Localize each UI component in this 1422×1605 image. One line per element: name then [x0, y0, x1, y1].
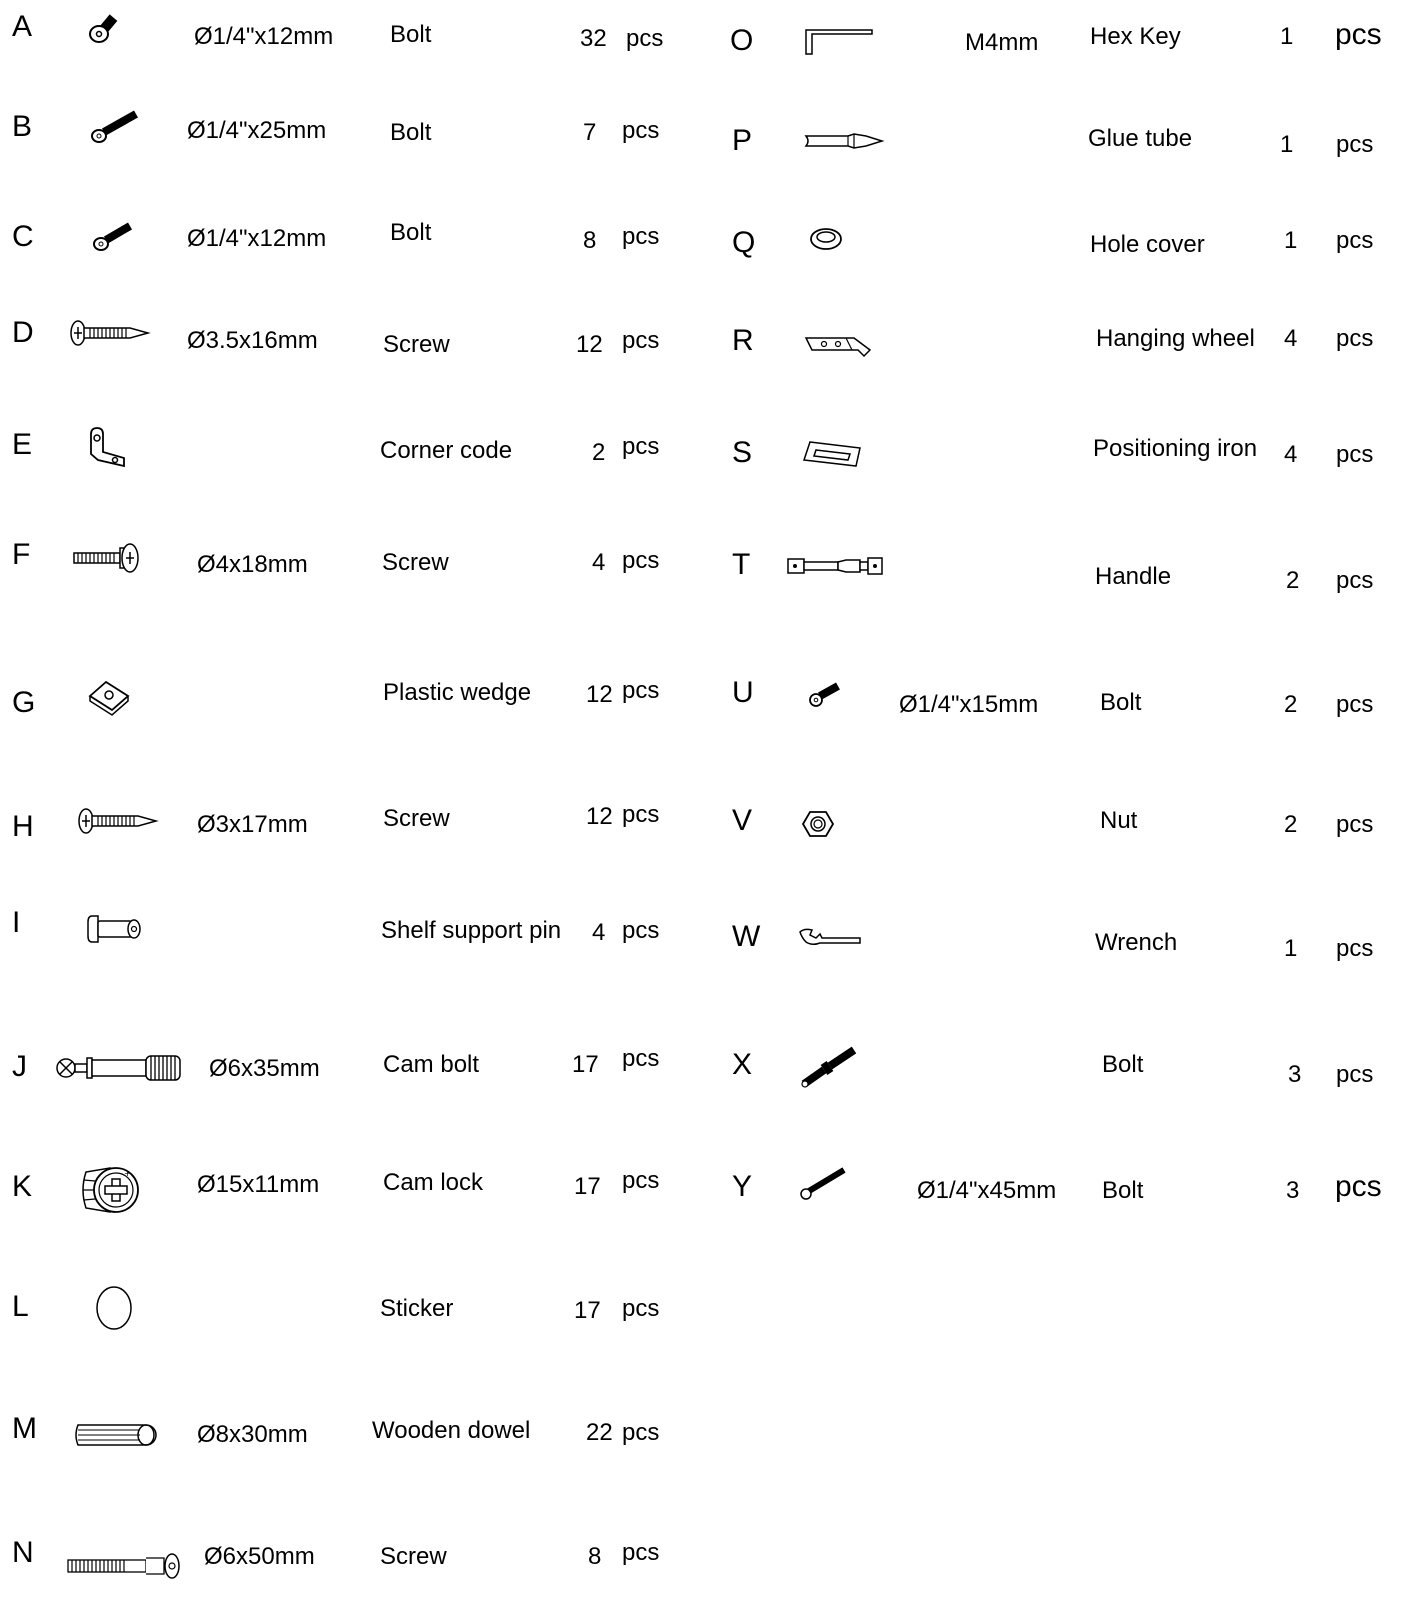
part-unit: pcs — [1336, 441, 1374, 468]
bolt-icon — [92, 218, 138, 259]
part-unit: pcs — [622, 223, 660, 250]
bolt-long-icon — [800, 1166, 850, 1207]
part-name: Bolt — [1102, 1051, 1144, 1078]
part-letter: H — [12, 810, 34, 843]
part-name: Bolt — [390, 21, 432, 48]
hole-cover-icon — [808, 226, 844, 257]
plastic-wedge-icon — [86, 676, 132, 721]
part-size: Ø1/4"x25mm — [187, 117, 327, 144]
part-name: Hanging wheel — [1096, 325, 1255, 352]
part-unit: pcs — [622, 327, 660, 354]
part-size: Ø8x30mm — [197, 1421, 308, 1448]
svg-text:+: + — [124, 1169, 131, 1178]
long-screw-icon — [66, 1550, 186, 1585]
part-unit: pcs — [1336, 567, 1374, 594]
cam-bolt-icon — [54, 1048, 184, 1093]
wrench-icon — [798, 926, 864, 955]
part-name: Handle — [1095, 563, 1172, 590]
part-qty: 22 — [586, 1419, 613, 1446]
corner-bracket-icon — [86, 426, 132, 477]
part-unit: pcs — [622, 1295, 660, 1322]
part-qty: 2 — [592, 439, 606, 466]
part-qty: 4 — [1284, 325, 1298, 352]
part-unit: pcs — [622, 547, 660, 574]
wood-screw-icon — [76, 806, 160, 841]
part-name: Screw — [383, 331, 450, 358]
part-name: Shelf support pin — [381, 917, 562, 944]
part-letter: V — [732, 804, 753, 837]
part-unit: pcs — [622, 1539, 660, 1566]
part-letter: U — [732, 676, 754, 709]
part-unit: pcs — [1335, 1170, 1382, 1203]
part-unit: pcs — [1336, 1061, 1374, 1088]
part-unit: pcs — [1336, 227, 1374, 254]
part-qty: 1 — [1280, 23, 1294, 50]
part-letter: C — [12, 220, 34, 253]
part-name: Hole cover — [1090, 231, 1205, 258]
part-unit: pcs — [1336, 131, 1374, 158]
part-unit: pcs — [1336, 325, 1374, 352]
part-letter: O — [730, 24, 754, 57]
part-unit: pcs — [622, 801, 660, 828]
glue-tube-icon — [804, 130, 884, 159]
part-size: Ø1/4"x12mm — [187, 225, 327, 252]
part-unit: pcs — [1336, 811, 1374, 838]
part-qty: 12 — [586, 803, 613, 830]
part-letter: D — [12, 316, 34, 349]
part-qty: 1 — [1284, 227, 1298, 254]
part-letter: Y — [732, 1170, 753, 1203]
hex-key-icon — [804, 26, 878, 61]
part-name: Wooden dowel — [372, 1417, 531, 1444]
part-letter: A — [12, 10, 33, 43]
part-qty: 3 — [1288, 1061, 1302, 1088]
part-qty: 12 — [586, 681, 613, 708]
part-size: Ø1/4"x12mm — [194, 23, 334, 50]
part-letter: P — [732, 124, 753, 157]
part-unit: pcs — [626, 25, 664, 52]
part-qty: 1 — [1284, 935, 1298, 962]
bolt-long-icon — [90, 110, 140, 151]
hanging-plate-icon — [804, 332, 874, 365]
part-size: Ø3.5x16mm — [187, 327, 318, 354]
part-qty: 17 — [572, 1051, 599, 1078]
cam-lock-icon — [76, 1160, 142, 1225]
shelf-pin-icon — [84, 910, 146, 953]
part-qty: 3 — [1286, 1177, 1300, 1204]
part-size: Ø6x50mm — [204, 1543, 315, 1570]
part-unit: pcs — [622, 1167, 660, 1194]
bolt-small-icon — [86, 12, 122, 53]
part-letter: F — [12, 538, 31, 571]
part-name: Bolt — [1100, 689, 1142, 716]
part-name: Nut — [1100, 807, 1138, 834]
part-unit: pcs — [1336, 935, 1374, 962]
part-qty: 7 — [583, 119, 597, 146]
bolt-icon — [808, 680, 844, 715]
part-qty: 4 — [592, 549, 606, 576]
part-letter: M — [12, 1412, 37, 1445]
part-unit: pcs — [622, 677, 660, 704]
part-qty: 8 — [583, 227, 597, 254]
part-letter: K — [12, 1170, 33, 1203]
part-unit: pcs — [622, 917, 660, 944]
part-letter: B — [12, 110, 33, 143]
sticker-icon — [94, 1284, 134, 1337]
part-qty: 12 — [576, 331, 603, 358]
part-qty: 4 — [1284, 441, 1298, 468]
part-unit: pcs — [622, 1045, 660, 1072]
part-name: Screw — [382, 549, 449, 576]
part-unit: pcs — [622, 117, 660, 144]
part-qty: 2 — [1286, 567, 1300, 594]
part-name: Cam lock — [383, 1169, 484, 1196]
part-size: Ø15x11mm — [197, 1171, 320, 1198]
part-unit: pcs — [622, 1419, 660, 1446]
nut-icon — [800, 808, 836, 845]
part-name: Glue tube — [1088, 125, 1193, 152]
part-qty: 32 — [580, 25, 607, 52]
part-size: Ø6x35mm — [209, 1055, 320, 1082]
part-letter: W — [732, 920, 761, 953]
part-qty: 1 — [1280, 131, 1294, 158]
part-qty: 17 — [574, 1297, 601, 1324]
part-name: Plastic wedge — [383, 679, 532, 706]
part-size: Ø4x18mm — [197, 551, 308, 578]
part-size: Ø1/4"x45mm — [917, 1177, 1057, 1204]
part-name: Cam bolt — [383, 1051, 480, 1078]
part-letter: S — [732, 436, 753, 469]
part-letter: L — [12, 1290, 29, 1323]
part-qty: 17 — [574, 1173, 601, 1200]
part-unit: pcs — [622, 433, 660, 460]
part-size: Ø3x17mm — [197, 811, 308, 838]
part-size: Ø1/4"x15mm — [899, 691, 1039, 718]
part-name: Bolt — [1102, 1177, 1144, 1204]
part-name: Wrench — [1095, 929, 1178, 956]
part-unit: pcs — [1335, 18, 1382, 51]
part-unit: pcs — [1336, 691, 1374, 718]
part-name: Sticker — [380, 1295, 454, 1322]
part-name: Bolt — [390, 219, 432, 246]
part-qty: 4 — [592, 919, 606, 946]
positioning-iron-icon — [800, 438, 866, 475]
part-letter: Q — [732, 226, 756, 259]
part-name: Positioning iron — [1093, 435, 1258, 462]
part-letter: I — [12, 906, 21, 939]
part-qty: 8 — [588, 1543, 602, 1570]
wooden-dowel-icon — [72, 1420, 162, 1455]
part-letter: J — [12, 1050, 27, 1083]
part-size: M4mm — [965, 29, 1039, 56]
machine-screw-icon — [72, 540, 142, 581]
part-qty: 2 — [1284, 811, 1298, 838]
wood-screw-icon — [68, 318, 152, 353]
part-letter: R — [732, 324, 754, 357]
part-letter: X — [732, 1048, 753, 1081]
part-qty: 2 — [1284, 691, 1298, 718]
part-name: Bolt — [390, 119, 432, 146]
part-letter: E — [12, 428, 33, 461]
part-letter: G — [12, 686, 36, 719]
part-name: Hex Key — [1090, 23, 1181, 50]
part-name: Screw — [383, 805, 450, 832]
part-letter: N — [12, 1536, 34, 1569]
handle-icon — [786, 554, 886, 585]
double-bolt-icon — [800, 1044, 860, 1093]
part-name: Corner code — [380, 437, 513, 464]
part-letter: T — [732, 548, 751, 581]
part-name: Screw — [380, 1543, 447, 1570]
